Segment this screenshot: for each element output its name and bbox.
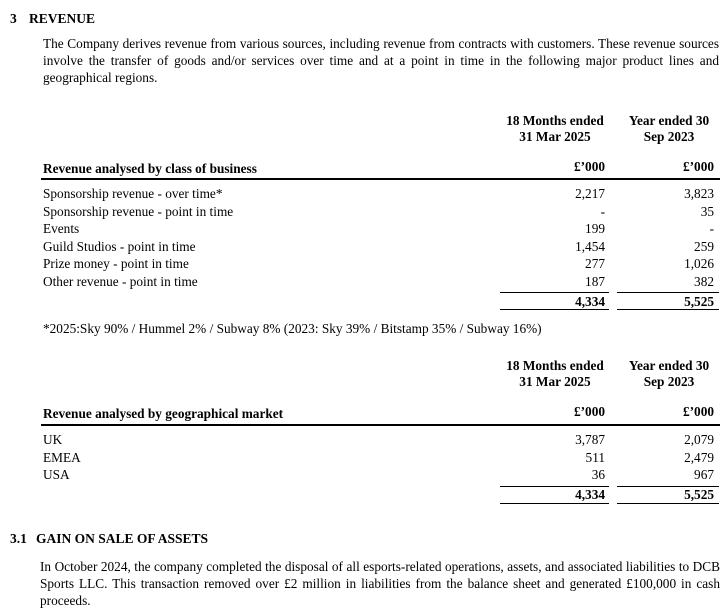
table-row-label: EMEA — [43, 449, 81, 465]
table1-total2: 5,525 — [684, 294, 714, 309]
table2-total2-bottom-rule — [617, 503, 719, 504]
table1-col1-header-line1: 18 Months ended — [506, 113, 604, 128]
table2-unit2: £’000 — [682, 404, 714, 419]
section-3-1-body: In October 2024, the company completed the disposal of all esports-related operations, assets, and associated liabilities to DCB Sports LLC. This transaction removed over £2 million in liabilities from the balance sheet and generated £100,000 in cash proceeds. — [40, 559, 720, 608]
table1-col2-header-line1: Year ended 30 — [628, 113, 710, 128]
table-row-value-2023: 967 — [694, 467, 714, 483]
table-row-value-2025: 187 — [585, 274, 605, 289]
table-row-value-2023: - — [709, 221, 714, 237]
table2-unit1: £’000 — [573, 404, 605, 419]
table-row-value-2025: 277 — [585, 256, 605, 272]
table-row-value-2023: 382 — [694, 274, 714, 289]
table-row-value-2025: 199 — [585, 221, 605, 237]
table1-unit2: £’000 — [682, 159, 714, 174]
table-row-value-2023: 259 — [694, 238, 714, 254]
table-row-value-2025: 2,217 — [575, 186, 605, 201]
table2-total1: 4,334 — [575, 487, 605, 502]
table-row-value-2025: 1,454 — [575, 238, 605, 254]
table-row-value-2023: 35 — [700, 203, 714, 219]
table-row-label: Guild Studios - point in time — [43, 238, 196, 254]
table-row-label: Other revenue - point in time — [43, 274, 198, 289]
table2-label-header: Revenue analysed by geographical market — [43, 406, 284, 421]
table1-unit1: £’000 — [573, 159, 605, 174]
table2-total2: 5,525 — [684, 487, 714, 502]
section-3-1-number: 3.1 — [10, 531, 27, 546]
table-row-label: UK — [43, 432, 63, 447]
table1-total1-top-rule — [500, 292, 609, 293]
table1-total1: 4,334 — [575, 294, 605, 309]
table2-header-rule — [41, 424, 720, 426]
table-row-label: Sponsorship revenue - over time* — [43, 186, 223, 201]
table1-col1-header — [500, 113, 610, 145]
table-row-value-2023: 2,079 — [684, 432, 714, 447]
table2-col1-header-line1: 18 Months ended — [506, 358, 604, 373]
table1-col2-header — [618, 113, 720, 145]
table-row-label: Prize money - point in time — [43, 256, 189, 272]
table2-col2-header — [618, 358, 720, 390]
table-row-value-2025: 36 — [591, 467, 605, 483]
table-row-value-2025: 511 — [585, 449, 605, 465]
table1-total2-bottom-rule — [617, 309, 719, 310]
table2-col1-header-line2: 31 Mar 2025 — [519, 374, 591, 389]
table1-col1-header-line2: 31 Mar 2025 — [519, 129, 591, 144]
table-row-label: Sponsorship revenue - point in time — [43, 203, 234, 219]
table-row-value-2023: 2,479 — [684, 449, 714, 465]
table-row-value-2023: 1,026 — [684, 256, 714, 272]
section-3-intro: The Company derives revenue from various sources, including revenue from contracts with customers. These revenue sources involve the transfer of goods and/or services over time and at a point in time in the following major product lines and geographical regions. — [43, 36, 719, 85]
table1-header-rule — [41, 178, 720, 180]
section-3-title: REVENUE — [29, 11, 96, 26]
table-row-value-2025: - — [600, 203, 605, 219]
table1-total1-bottom-rule — [500, 309, 609, 310]
table2-total1-bottom-rule — [500, 503, 609, 504]
section-3-1-title: GAIN ON SALE OF ASSETS — [36, 531, 209, 546]
table-row-label: Events — [43, 221, 80, 237]
table-row-value-2025: 3,787 — [575, 432, 605, 447]
table2-col2-header-line2: Sep 2023 — [643, 374, 695, 389]
table1-footnote: *2025:Sky 90% / Hummel 2% / Subway 8% (2023: Sky 39% / Bitstamp 35% / Subway 16%) — [43, 321, 542, 336]
table2-col2-header-line1: Year ended 30 — [628, 358, 710, 373]
table2-col1-header — [500, 358, 610, 390]
table1-label-header: Revenue analysed by class of business — [43, 161, 257, 176]
table1-total2-top-rule — [617, 292, 719, 293]
section-3-number: 3 — [10, 11, 17, 26]
table1-col2-header-line2: Sep 2023 — [643, 129, 695, 144]
table-row-label: USA — [43, 467, 70, 483]
table-row-value-2023: 3,823 — [684, 186, 714, 201]
